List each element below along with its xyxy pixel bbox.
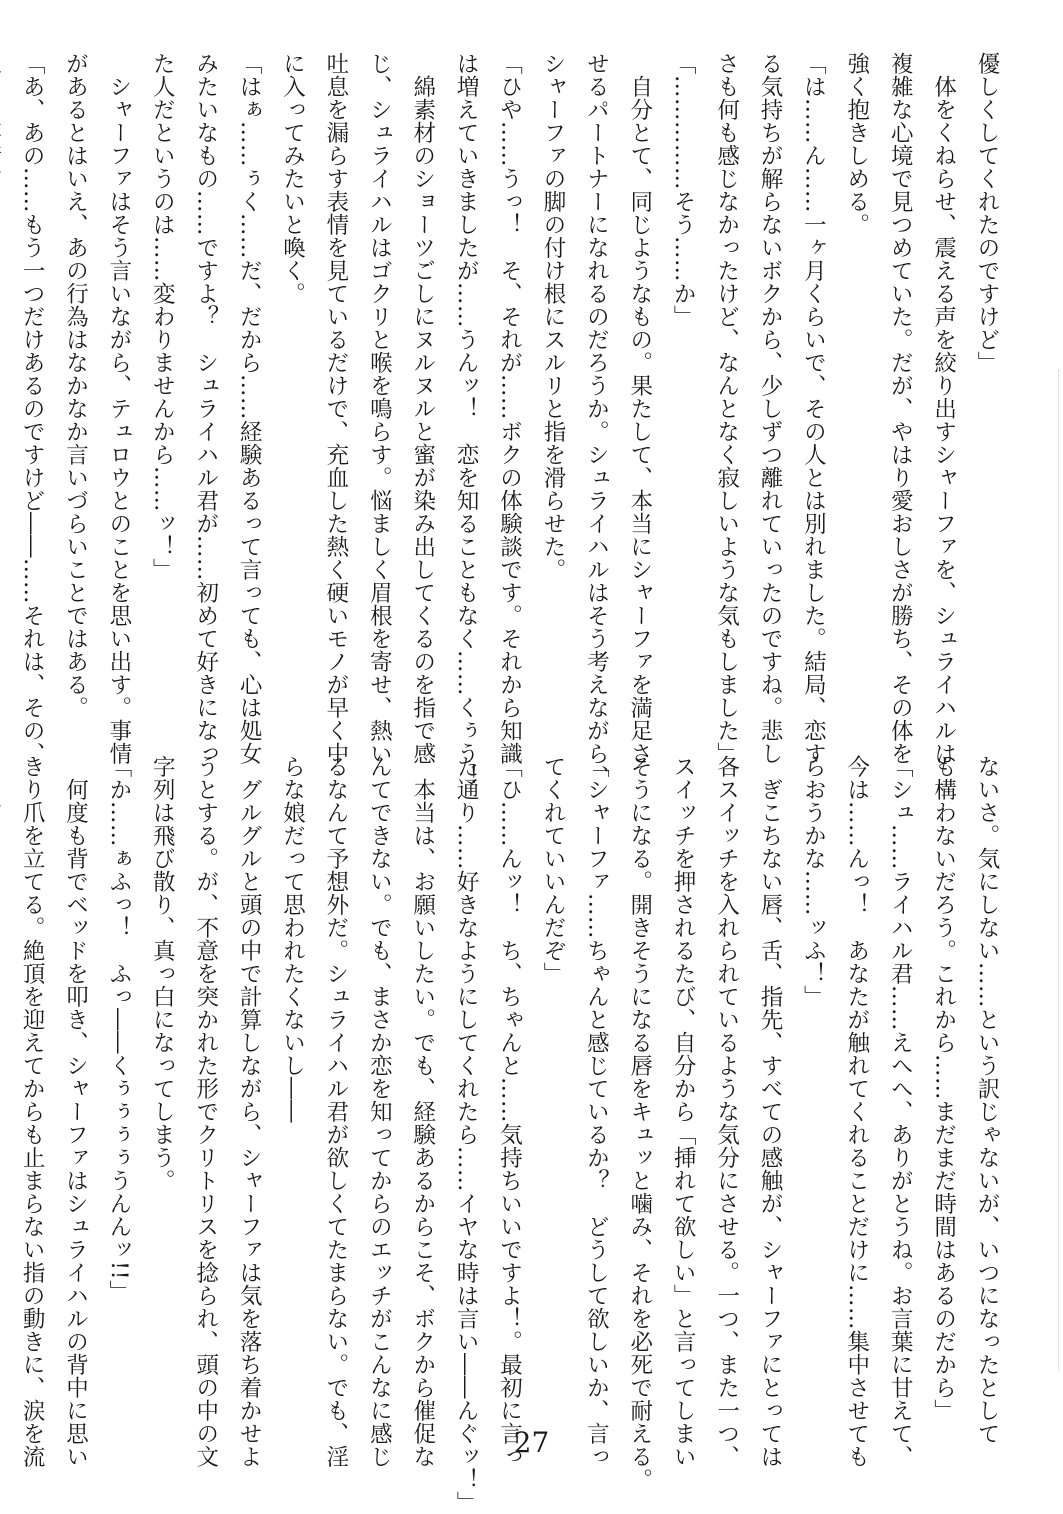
bottom-tier-line: 「シャーファ……ちゃんと感じているか？ どうして欲しいか、言っ — [583, 755, 610, 1468]
bottom-tier-line: 何度も背でベッドを叩き、シャーファはシュライハルの背中に思い — [62, 755, 89, 1468]
bottom-tier-line: 本当は、お願いしたい。でも、経験あるからこそ、ボクから催促な — [409, 755, 436, 1468]
bottom-tier-line: きり爪を立てる。絶頂を迎えてからも止まらない指の動きに、涙を流 — [19, 755, 46, 1468]
top-tier-line: みたいなもの……ですよ？ シュライハル君が……初めて好きになっ — [192, 52, 219, 765]
top-tier-line: 「……………そう……か」 — [670, 52, 697, 328]
bottom-tier-line: 「シュ……ライハル君……えへへ、ありがとうね。お言葉に甘えて、 — [887, 755, 914, 1468]
bottom-tier-line — [0, 755, 10, 1423]
bottom-tier-line: 今は……んっ！ あなたが触れてくれることだけに……集中させても — [843, 755, 870, 1468]
bottom-tier-line: ないさ。気にしない……という訳じゃないが、いつになったとして — [974, 755, 1000, 1445]
top-tier-line: 優しくしてくれたのですけど」 — [974, 52, 1000, 374]
bottom-tier-line: 「ひ……んッ！ ち、ちゃんと……気持ちいいですよ！。最初に言っ — [496, 755, 523, 1468]
top-tier-line: 「はぁ……ぅく……だ、だから……経験あるって言っても、心は処女 — [236, 52, 263, 765]
top-tier-line: た人だというのは……変わりませんから……ッ！」 — [149, 52, 176, 581]
top-tier-line: さも何も感じなかったけど、なんとなく寂しいような気もしました」 — [713, 52, 740, 765]
bottom-tier-line: も構わないだろう。これから……まだまだ時間はあるのだから」 — [930, 755, 957, 1422]
top-tier-line — [0, 52, 10, 720]
top-tier-line: 「は……ん……一ヶ月くらいで、その人とは別れました。結局、恋す — [800, 52, 827, 765]
top-tier-line: があるとはいえ、あの行為はなかなか言いづらいことではある。 — [62, 52, 89, 719]
bottom-tier-line: 各スイッチを入れられているような気分にさせる。一つ、また一つ、 — [713, 755, 740, 1468]
top-tier-line: 強く抱きしめる。 — [843, 52, 870, 236]
bottom-tier-line: らおうかな……ッふ！」 — [800, 755, 827, 1008]
bottom-tier-line: ぎこちない唇、舌、指先、すべての感触が、シャーファにとっては — [756, 755, 783, 1468]
top-text-tier — [19, 52, 1008, 788]
top-tier-line: に入ってみたいと喚く。 — [279, 52, 306, 305]
top-tier-line: 綿素材のショーツごしにヌルヌルと蜜が染み出してくるのを指で感 — [409, 52, 436, 765]
top-tier-line: は増えていきましたが……うんッ！ 恋を知ることもなく……くぅう！ — [453, 52, 480, 788]
bottom-tier-line: た通り……好きなようにしてくれたら……イヤな時は言い――んぐッ！」 — [453, 755, 480, 1514]
top-tier-line: 「あ、あの……もう一つだけあるのですけど――……それは、その、 — [19, 52, 46, 765]
bottom-tier-line: 字列は飛び散り、真っ白になってしまう。 — [149, 755, 176, 1192]
page-number: 27 — [513, 1426, 550, 1459]
bottom-tier-line: そうになる。開きそうになる唇をキュッと噛み、それを必死で耐える。 — [626, 755, 653, 1491]
top-tier-line: シャーファの脚の付け根にスルリと指を滑らせた。 — [539, 52, 566, 581]
top-tier-line: せるパートナーになれるのだろうか。シュライハルはそう考えながら、 — [583, 52, 610, 788]
bottom-tier-line: んてできない。でも、まさか恋を知ってからのエッチがこんなに感じ — [366, 755, 393, 1468]
bottom-tier-line: スイッチを押されるたび、自分から「挿れて欲しい」と言ってしまい — [670, 755, 697, 1468]
top-tier-line: シャーファはそう言いながら、テュロウとのことを思い出す。事情 — [105, 52, 132, 765]
top-tier-line: 吐息を漏らす表情を見ているだけで、充血した熱く硬いモノが早く中 — [322, 52, 349, 765]
bottom-tier-line: らな娘だって思われたくないし―― — [279, 755, 306, 1123]
top-tier-line: じ、シュライハルはゴクリと喉を鳴らす。悩ましく眉根を寄せ、熱い — [366, 52, 393, 765]
bottom-tier-line: うとする。が、不意を突かれた形でクリトリスを捻られ、頭の中の文 — [192, 755, 219, 1468]
top-tier-line: 自分とて、同じようなもの。果たして、本当にシャーファを満足さ — [626, 52, 653, 765]
bottom-tier-line: 「か……ぁふっ！ ふっ――くぅぅぅぅうんんッ!!」 — [105, 755, 132, 1304]
scan-edge-marks — [1054, 370, 1059, 1370]
top-tier-line: 体をくねらせ、震える声を絞り出すシャーファを、シュライハルは — [930, 52, 957, 765]
top-tier-line: る気持ちが解らないボクから、少しずつ離れていったのですね。悲し — [756, 52, 783, 765]
bottom-tier-line: るなんて予想外だ。シュライハル君が欲しくてたまらない。でも、淫 — [322, 755, 349, 1468]
top-tier-line: 複雑な心境で見つめていた。だが、やはり愛おしさが勝ち、その体を — [887, 52, 914, 765]
top-tier-line: 「ひや……うっ！ そ、それが……ボクの体験談です。それから知識 — [496, 52, 523, 765]
bottom-tier-line: てくれていいんだぞ」 — [539, 755, 566, 985]
bottom-tier-line: グルグルと頭の中で計算しながら、シャーファは気を落ち着かせよ — [236, 755, 263, 1468]
